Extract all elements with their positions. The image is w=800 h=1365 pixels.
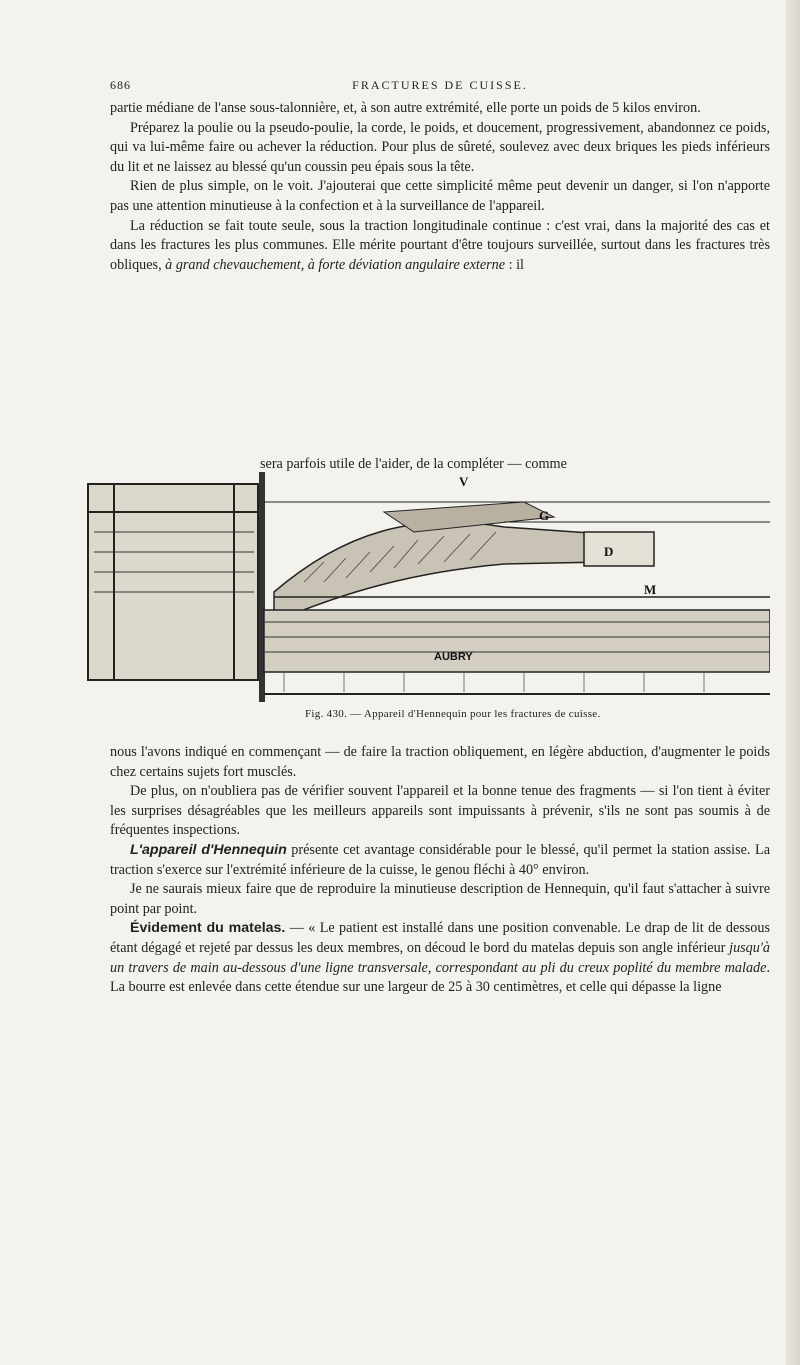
section-lead-matelas: Évidement du matelas.	[130, 920, 286, 937]
paragraph-text: — « Le patient est installé dans une position convenable. Le drap de lit de dessous étant dégagé et rejeté par dessus les deux membres, on découd le bord du matelas depuis son angle inférieur	[110, 920, 770, 956]
label-v: V	[459, 474, 469, 489]
caption-text: — Appareil d'Hennequin pour les fractures de cuisse.	[350, 708, 601, 720]
label-g: G	[539, 508, 550, 523]
figure-hennequin-apparatus	[84, 472, 770, 702]
engraver-imprint: AUBRY	[434, 651, 473, 663]
page-number: 686	[110, 78, 131, 92]
label-d: D	[604, 544, 614, 559]
paragraph-text: . La bourre est enlevée dans cette étendue sur une largeur de 25 à 30 centimètres, et celle qui dépasse la ligne	[110, 959, 770, 996]
paragraph: partie médiane de l'anse sous-talonnière, et, à son autre extrémité, elle porte un poids de 5 kilos environ.	[110, 100, 701, 116]
paragraph: De plus, on n'oubliera pas de vérifier souvent l'appareil et la bonne tenue des fragments — si l'on tient à éviter les surprises désagréables que les meilleurs appareils sont impuissants à prévenir, s'ils ne sont pas soumis à de fréquentes inspections.	[110, 783, 770, 839]
paragraph	[110, 919, 770, 997]
apparatus-illustration	[84, 472, 770, 702]
figure-caption	[305, 708, 601, 720]
paragraph: Je ne saurais mieux faire que de reproduire la minutieuse description de Hennequin, qu'il faut s'attacher à suivre point par point.	[110, 881, 770, 917]
italic-phrase: jusqu'à un travers de main au-dessous d'une ligne transversale, correspondant au pli du creux poplité du membre malade	[110, 939, 770, 976]
label-m: M	[644, 582, 657, 597]
paragraph-text: : il	[505, 256, 524, 273]
text-wrap-line: sera parfois utile de l'aider, de la compléter — comme	[260, 456, 567, 472]
paragraph	[110, 841, 770, 880]
paragraph	[110, 217, 770, 276]
paragraph: nous l'avons indiqué en commençant — de faire la traction obliquement, en légère abduction, d'augmenter le poids chez certains sujets fort musclés.	[110, 744, 770, 780]
paragraph-text: La réduction se fait toute seule, sous la traction longitudinale continue : c'est vrai, dans la majorité des cas et dans les fractures les plus communes. Elle mérite pourtant d'être toujours surveillée, surtout dans les fractures très obliques,	[110, 217, 770, 273]
caption-number: Fig. 430.	[305, 708, 348, 720]
section-lead-hennequin: L'appareil d'Hennequin	[130, 841, 287, 858]
paragraph-text: présente cet avantage considérable pour le blessé, qu'il permet la station assise. La traction s'exerce sur l'extrémité inférieure de la cuisse, le genou fléchi à 40° environ.	[110, 841, 770, 878]
page-edge	[786, 0, 800, 1365]
paragraph: Rien de plus simple, on le voit. J'ajouterai que cette simplicité même peut devenir un danger, si l'on n'apporte pas une attention minutieuse à la confection et à la surveillance de l'appareil.	[110, 178, 770, 214]
paragraph: Préparez la poulie ou la pseudo-poulie, la corde, le poids, et doucement, progressivement, abandonnez ce poids, qui va lui-même faire ou achever la réduction. Pour plus de sûreté, soulevez avec deux briques les pieds inférieurs du lit et ne laissez au blessé qu'un coussin peu épais sous la tête.	[110, 119, 770, 175]
italic-phrase: à grand chevauchement, à forte déviation angulaire externe	[165, 256, 506, 273]
text-block-bottom	[110, 743, 770, 998]
text-block-top	[110, 99, 770, 275]
page-header	[110, 78, 770, 98]
running-title: FRACTURES DE CUISSE.	[352, 78, 528, 92]
